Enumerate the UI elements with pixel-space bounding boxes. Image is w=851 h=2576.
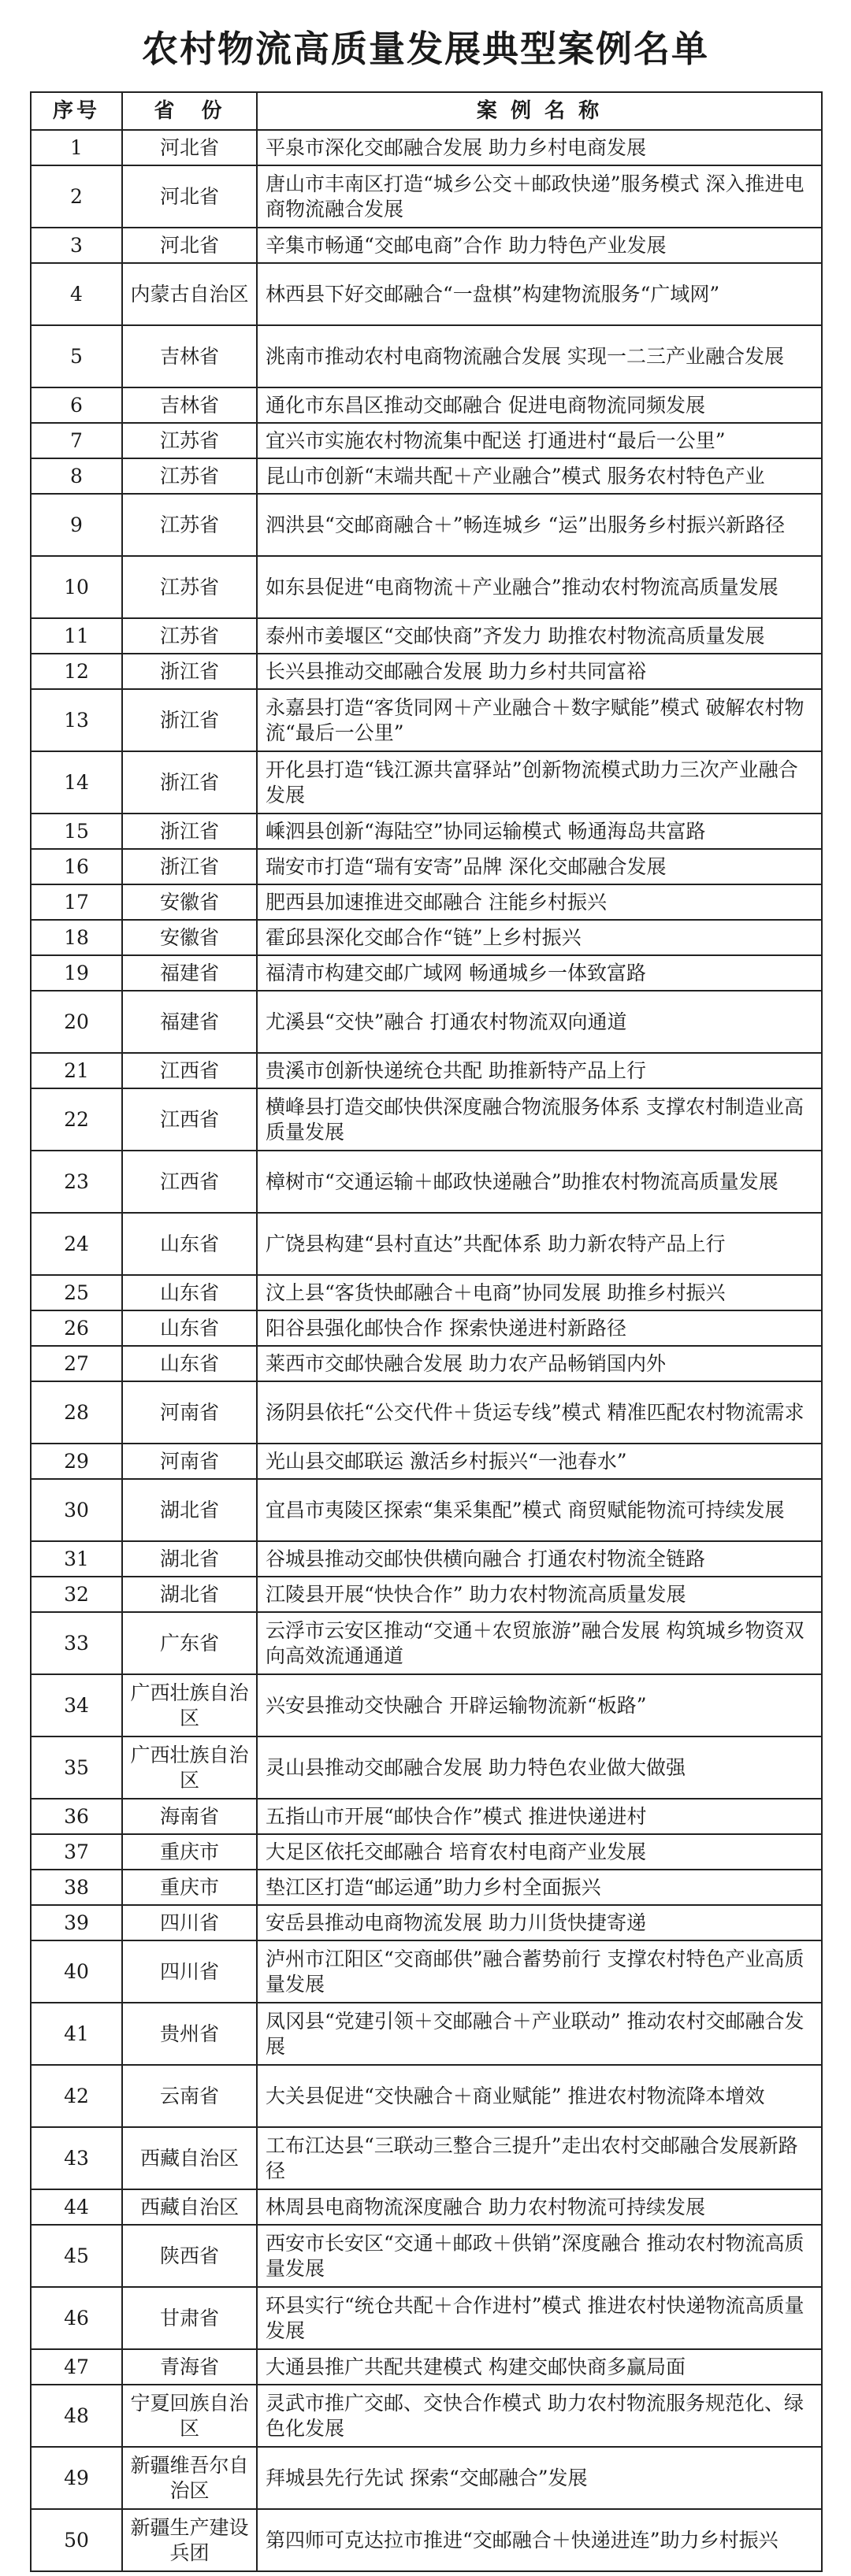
table-row xyxy=(31,2509,822,2571)
row-case-name: 大关县促进“交快融合＋商业赋能” 推进农村物流降本增效 xyxy=(257,2065,822,2127)
row-province: 山东省 xyxy=(122,1346,257,1381)
table-row xyxy=(31,1444,822,1479)
row-case-name: 永嘉县打造“客货同网＋产业融合＋数字赋能”模式 破解农村物流“最后一公里” xyxy=(257,689,822,751)
row-case-name: 横峰县打造交邮快供深度融合物流服务体系 支撑农村制造业高质量发展 xyxy=(257,1088,822,1151)
row-province: 吉林省 xyxy=(122,387,257,423)
row-number: 34 xyxy=(31,1674,122,1736)
row-case-name: 云浮市云安区推动“交通＋农贸旅游”融合发展 构筑城乡物资双向高效流通通道 xyxy=(257,1612,822,1674)
table-header-row xyxy=(31,92,822,130)
row-number: 45 xyxy=(31,2225,122,2287)
row-case-name: 洮南市推动农村电商物流融合发展 实现一二三产业融合发展 xyxy=(257,325,822,387)
row-province: 陕西省 xyxy=(122,2225,257,2287)
table-row xyxy=(31,751,822,814)
row-number: 43 xyxy=(31,2127,122,2189)
row-case-name: 辛集市畅通“交邮电商”合作 助力特色产业发展 xyxy=(257,228,822,263)
row-number: 44 xyxy=(31,2189,122,2225)
row-number: 17 xyxy=(31,884,122,920)
row-province: 河北省 xyxy=(122,165,257,228)
table-row xyxy=(31,2003,822,2065)
row-number: 29 xyxy=(31,1444,122,1479)
table-row xyxy=(31,1479,822,1541)
row-number: 12 xyxy=(31,654,122,689)
row-case-name: 宜兴市实施农村物流集中配送 打通进村“最后一公里” xyxy=(257,423,822,458)
row-province: 重庆市 xyxy=(122,1870,257,1905)
row-number: 21 xyxy=(31,1053,122,1088)
table-row xyxy=(31,130,822,165)
row-province: 浙江省 xyxy=(122,689,257,751)
row-number: 42 xyxy=(31,2065,122,2127)
table-row xyxy=(31,2385,822,2447)
row-case-name: 樟树市“交通运输＋邮政快递融合”助推农村物流高质量发展 xyxy=(257,1151,822,1213)
row-province: 云南省 xyxy=(122,2065,257,2127)
row-province: 江西省 xyxy=(122,1053,257,1088)
row-case-name: 阳谷县强化邮快合作 探索快递进村新路径 xyxy=(257,1310,822,1346)
table-row xyxy=(31,263,822,325)
header-province: 省 份 xyxy=(122,92,257,130)
table-row xyxy=(31,2225,822,2287)
table-row xyxy=(31,1151,822,1213)
row-number: 18 xyxy=(31,920,122,955)
row-number: 30 xyxy=(31,1479,122,1541)
row-case-name: 汤阴县依托“公交代件＋货运专线”模式 精准匹配农村物流需求 xyxy=(257,1381,822,1444)
row-case-name: 江陵县开展“快快合作” 助力农村物流高质量发展 xyxy=(257,1577,822,1612)
table-row xyxy=(31,689,822,751)
row-number: 11 xyxy=(31,618,122,654)
table-row xyxy=(31,458,822,494)
row-case-name: 广饶县构建“县村直达”共配体系 助力新农特产品上行 xyxy=(257,1213,822,1275)
table-row xyxy=(31,325,822,387)
row-case-name: 谷城县推动交邮快供横向融合 打通农村物流全链路 xyxy=(257,1541,822,1577)
row-province: 西藏自治区 xyxy=(122,2127,257,2189)
row-province: 福建省 xyxy=(122,991,257,1053)
case-table xyxy=(30,91,823,2572)
row-province: 江西省 xyxy=(122,1151,257,1213)
row-number: 13 xyxy=(31,689,122,751)
row-province: 湖北省 xyxy=(122,1577,257,1612)
row-number: 5 xyxy=(31,325,122,387)
row-case-name: 工布江达县“三联动三整合三提升”走出农村交邮融合发展新路径 xyxy=(257,2127,822,2189)
row-number: 9 xyxy=(31,494,122,556)
row-number: 2 xyxy=(31,165,122,228)
row-number: 6 xyxy=(31,387,122,423)
header-case: 案 例 名 称 xyxy=(257,92,822,130)
row-province: 江苏省 xyxy=(122,458,257,494)
row-number: 14 xyxy=(31,751,122,814)
table-row xyxy=(31,1674,822,1736)
row-province: 甘肃省 xyxy=(122,2287,257,2349)
row-province: 浙江省 xyxy=(122,751,257,814)
table-row xyxy=(31,1213,822,1275)
row-province: 吉林省 xyxy=(122,325,257,387)
row-number: 35 xyxy=(31,1736,122,1799)
row-province: 广西壮族自治区 xyxy=(122,1674,257,1736)
row-number: 22 xyxy=(31,1088,122,1151)
row-province: 新疆生产建设兵团 xyxy=(122,2509,257,2571)
row-province: 新疆维吾尔自治区 xyxy=(122,2447,257,2509)
row-province: 内蒙古自治区 xyxy=(122,263,257,325)
row-case-name: 贵溪市创新快递统仓共配 助推新特产品上行 xyxy=(257,1053,822,1088)
row-province: 四川省 xyxy=(122,1905,257,1940)
row-case-name: 霍邱县深化交邮合作“链”上乡村振兴 xyxy=(257,920,822,955)
row-case-name: 肥西县加速推进交邮融合 注能乡村振兴 xyxy=(257,884,822,920)
row-number: 20 xyxy=(31,991,122,1053)
table-row xyxy=(31,556,822,618)
row-province: 河北省 xyxy=(122,130,257,165)
row-number: 25 xyxy=(31,1275,122,1310)
table-row xyxy=(31,884,822,920)
row-case-name: 大足区依托交邮融合 培育农村电商产业发展 xyxy=(257,1834,822,1870)
row-number: 47 xyxy=(31,2349,122,2385)
row-case-name: 通化市东昌区推动交邮融合 促进电商物流同频发展 xyxy=(257,387,822,423)
header-no: 序号 xyxy=(31,92,122,130)
table-row xyxy=(31,1905,822,1940)
row-number: 41 xyxy=(31,2003,122,2065)
table-row xyxy=(31,955,822,991)
row-case-name: 平泉市深化交邮融合发展 助力乡村电商发展 xyxy=(257,130,822,165)
row-case-name: 光山县交邮联运 激活乡村振兴“一池春水” xyxy=(257,1444,822,1479)
row-number: 28 xyxy=(31,1381,122,1444)
row-number: 1 xyxy=(31,130,122,165)
row-number: 49 xyxy=(31,2447,122,2509)
table-row xyxy=(31,1088,822,1151)
row-case-name: 泸州市江阳区“交商邮供”融合蓄势前行 支撑农村特色产业高质量发展 xyxy=(257,1940,822,2003)
row-province: 青海省 xyxy=(122,2349,257,2385)
row-case-name: 垫江区打造“邮运通”助力乡村全面振兴 xyxy=(257,1870,822,1905)
table-row xyxy=(31,1346,822,1381)
table-row xyxy=(31,2189,822,2225)
row-case-name: 安岳县推动电商物流发展 助力川货快捷寄递 xyxy=(257,1905,822,1940)
row-number: 37 xyxy=(31,1834,122,1870)
row-case-name: 开化县打造“钱江源共富驿站”创新物流模式助力三次产业融合发展 xyxy=(257,751,822,814)
row-case-name: 拜城县先行先试 探索“交邮融合”发展 xyxy=(257,2447,822,2509)
table-row xyxy=(31,1940,822,2003)
row-case-name: 林西县下好交邮融合“一盘棋”构建物流服务“广域网” xyxy=(257,263,822,325)
table-row xyxy=(31,165,822,228)
row-case-name: 凤冈县“党建引领＋交邮融合＋产业联动” 推动农村交邮融合发展 xyxy=(257,2003,822,2065)
row-number: 24 xyxy=(31,1213,122,1275)
table-row xyxy=(31,494,822,556)
table-row xyxy=(31,1053,822,1088)
row-number: 8 xyxy=(31,458,122,494)
row-case-name: 福清市构建交邮广域网 畅通城乡一体致富路 xyxy=(257,955,822,991)
row-province: 贵州省 xyxy=(122,2003,257,2065)
table-row xyxy=(31,1736,822,1799)
row-province: 宁夏回族自治区 xyxy=(122,2385,257,2447)
row-province: 浙江省 xyxy=(122,654,257,689)
row-province: 山东省 xyxy=(122,1310,257,1346)
row-case-name: 长兴县推动交邮融合发展 助力乡村共同富裕 xyxy=(257,654,822,689)
row-province: 江西省 xyxy=(122,1088,257,1151)
row-province: 福建省 xyxy=(122,955,257,991)
table-row xyxy=(31,1275,822,1310)
row-number: 46 xyxy=(31,2287,122,2349)
table-row xyxy=(31,423,822,458)
table-row xyxy=(31,920,822,955)
row-province: 湖北省 xyxy=(122,1541,257,1577)
row-number: 27 xyxy=(31,1346,122,1381)
row-number: 50 xyxy=(31,2509,122,2571)
row-province: 四川省 xyxy=(122,1940,257,2003)
row-province: 重庆市 xyxy=(122,1834,257,1870)
row-case-name: 灵武市推广交邮、交快合作模式 助力农村物流服务规范化、绿色化发展 xyxy=(257,2385,822,2447)
row-province: 广东省 xyxy=(122,1612,257,1674)
row-number: 48 xyxy=(31,2385,122,2447)
table-row xyxy=(31,991,822,1053)
row-province: 湖北省 xyxy=(122,1479,257,1541)
row-case-name: 汶上县“客货快邮融合＋电商”协同发展 助推乡村振兴 xyxy=(257,1275,822,1310)
row-case-name: 莱西市交邮快融合发展 助力农产品畅销国内外 xyxy=(257,1346,822,1381)
row-number: 16 xyxy=(31,849,122,884)
table-row xyxy=(31,618,822,654)
table-row xyxy=(31,1577,822,1612)
row-province: 浙江省 xyxy=(122,814,257,849)
table-row xyxy=(31,1612,822,1674)
table-row xyxy=(31,1310,822,1346)
row-number: 32 xyxy=(31,1577,122,1612)
row-province: 海南省 xyxy=(122,1799,257,1834)
row-province: 浙江省 xyxy=(122,849,257,884)
row-number: 4 xyxy=(31,263,122,325)
row-case-name: 尤溪县“交快”融合 打通农村物流双向通道 xyxy=(257,991,822,1053)
row-case-name: 泰州市姜堰区“交邮快商”齐发力 助推农村物流高质量发展 xyxy=(257,618,822,654)
table-row xyxy=(31,2065,822,2127)
row-province: 安徽省 xyxy=(122,884,257,920)
row-province: 江苏省 xyxy=(122,556,257,618)
table-row xyxy=(31,228,822,263)
table-row xyxy=(31,2349,822,2385)
table-row xyxy=(31,1799,822,1834)
row-case-name: 唐山市丰南区打造“城乡公交＋邮政快递”服务模式 深入推进电商物流融合发展 xyxy=(257,165,822,228)
table-row xyxy=(31,1834,822,1870)
row-province: 山东省 xyxy=(122,1275,257,1310)
row-number: 19 xyxy=(31,955,122,991)
row-number: 3 xyxy=(31,228,122,263)
row-number: 38 xyxy=(31,1870,122,1905)
row-province: 西藏自治区 xyxy=(122,2189,257,2225)
row-number: 26 xyxy=(31,1310,122,1346)
table-row xyxy=(31,1381,822,1444)
row-case-name: 兴安县推动交快融合 开辟运输物流新“板路” xyxy=(257,1674,822,1736)
row-case-name: 宜昌市夷陵区探索“集采集配”模式 商贸赋能物流可持续发展 xyxy=(257,1479,822,1541)
row-province: 江苏省 xyxy=(122,618,257,654)
row-number: 15 xyxy=(31,814,122,849)
row-province: 河北省 xyxy=(122,228,257,263)
table-row xyxy=(31,2287,822,2349)
row-province: 广西壮族自治区 xyxy=(122,1736,257,1799)
row-province: 河南省 xyxy=(122,1444,257,1479)
row-case-name: 如东县促进“电商物流＋产业融合”推动农村物流高质量发展 xyxy=(257,556,822,618)
table-row xyxy=(31,814,822,849)
row-number: 10 xyxy=(31,556,122,618)
row-number: 33 xyxy=(31,1612,122,1674)
row-case-name: 瑞安市打造“瑞有安寄”品牌 深化交邮融合发展 xyxy=(257,849,822,884)
row-province: 江苏省 xyxy=(122,423,257,458)
row-case-name: 昆山市创新“末端共配＋产业融合”模式 服务农村特色产业 xyxy=(257,458,822,494)
row-case-name: 灵山县推动交邮融合发展 助力特色农业做大做强 xyxy=(257,1736,822,1799)
row-number: 36 xyxy=(31,1799,122,1834)
table-row xyxy=(31,2447,822,2509)
table-row xyxy=(31,1870,822,1905)
row-number: 40 xyxy=(31,1940,122,2003)
row-case-name: 西安市长安区“交通＋邮政＋供销”深度融合 推动农村物流高质量发展 xyxy=(257,2225,822,2287)
page-title: 农村物流高质量发展典型案例名单 xyxy=(142,28,709,70)
table-row xyxy=(31,654,822,689)
row-number: 39 xyxy=(31,1905,122,1940)
row-number: 23 xyxy=(31,1151,122,1213)
row-case-name: 大通县推广共配共建模式 构建交邮快商多赢局面 xyxy=(257,2349,822,2385)
table-row xyxy=(31,1541,822,1577)
row-case-name: 环县实行“统仓共配＋合作进村”模式 推进农村快递物流高质量发展 xyxy=(257,2287,822,2349)
row-case-name: 五指山市开展“邮快合作”模式 推进快递进村 xyxy=(257,1799,822,1834)
row-province: 江苏省 xyxy=(122,494,257,556)
row-province: 河南省 xyxy=(122,1381,257,1444)
row-province: 山东省 xyxy=(122,1213,257,1275)
row-number: 7 xyxy=(31,423,122,458)
row-case-name: 泗洪县“交邮商融合＋”畅连城乡 “运”出服务乡村振兴新路径 xyxy=(257,494,822,556)
row-province: 安徽省 xyxy=(122,920,257,955)
row-number: 31 xyxy=(31,1541,122,1577)
row-case-name: 嵊泗县创新“海陆空”协同运输模式 畅通海岛共富路 xyxy=(257,814,822,849)
row-case-name: 第四师可克达拉市推进“交邮融合＋快递进连”助力乡村振兴 xyxy=(257,2509,822,2571)
table-row xyxy=(31,2127,822,2189)
table-row xyxy=(31,387,822,423)
row-case-name: 林周县电商物流深度融合 助力农村物流可持续发展 xyxy=(257,2189,822,2225)
table-row xyxy=(31,849,822,884)
